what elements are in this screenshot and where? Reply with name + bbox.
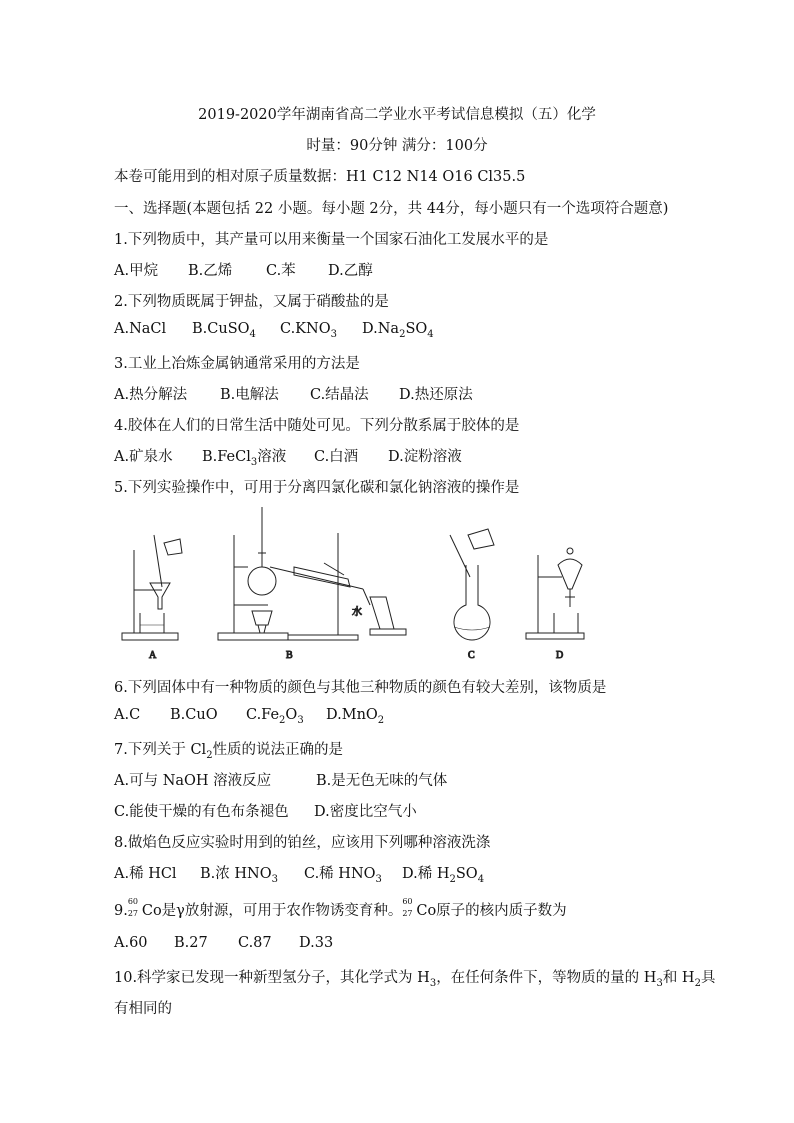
option-b: B.27 (174, 935, 208, 951)
question-4-stem: 4.胶体在人们的日常生活中随处可见。下列分散系属于胶体的是 (114, 418, 520, 434)
page-title: 2019-2020学年湖南省高二学业水平考试信息模拟（五）化学 (198, 107, 596, 123)
option-a: A.稀 HCl (114, 866, 177, 882)
option-d: D.33 (299, 935, 334, 951)
option-c: C.能使干燥的有色布条褪色 (114, 804, 289, 820)
section-heading: 一、选择题(本题包括 22 小题。每小题 2分，共 44分，每小题只有一个选项符合题意) (114, 201, 669, 217)
option-a: A.C (114, 707, 141, 723)
question-2-stem: 2.下列物质既属于钾盐，又属于硝酸盐的是 (114, 294, 389, 310)
question-9-stem: 9. 60 27 Co是γ放射源，可用于农作物诱变育种。 60 27 Co原子的核内质子数为 (114, 897, 567, 919)
question-6-stem: 6.下列固体中有一种物质的颜色与其他三种物质的颜色有较大差别，该物质是 (114, 680, 607, 696)
question-4-options (114, 445, 462, 468)
option-d: D.淀粉溶液 (388, 449, 462, 465)
option-b: B.FeCl$_3$溶液 (202, 449, 287, 468)
atomic-mass-note: 本卷可能用到的相对原子质量数据：H1 C12 N14 O16 Cl35.5 (114, 169, 526, 185)
question-6-options (114, 707, 384, 726)
option-c: $C.KNO_3$ (280, 321, 337, 340)
question-7-options-row2 (114, 800, 417, 821)
option-d: D.稀 $H_2SO_4$ (402, 866, 485, 885)
option-b: B.CuSO$_4$ (192, 321, 256, 340)
label-d: D (556, 650, 564, 661)
option-c: C.苯 (266, 263, 296, 279)
option-b: B.电解法 (220, 387, 279, 403)
option-d: $D.Na_2SO_4$ (362, 321, 434, 340)
option-d: D.密度比空气小 (314, 804, 417, 820)
apparatus-b-distillation (218, 507, 406, 661)
option-b: B.乙烯 (188, 263, 233, 279)
apparatus-figure (118, 505, 588, 665)
isotope-notation: 60 27 (127, 897, 139, 918)
option-b: B.浓 $HNO_3$ (200, 866, 278, 885)
option-d: D.乙醇 (328, 263, 373, 279)
question-7-stem: 7.下列关于 $Cl_2$性质的说法正确的是 (114, 742, 344, 761)
label-water: 水 (352, 607, 362, 618)
option-c: C.结晶法 (310, 387, 369, 403)
option-a: A.甲烷 (114, 263, 159, 279)
question-10-stem-line2: 有相同的 (114, 1001, 172, 1017)
apparatus-d-separatory-funnel (526, 548, 584, 661)
option-a: A.NaCl (114, 321, 167, 337)
option-a: A.热分解法 (114, 387, 188, 403)
question-1-options (114, 259, 373, 280)
question-3-options (114, 383, 473, 404)
exam-meta: 时量：90分钟 满分：100分 (306, 138, 488, 154)
isotope-notation: 60 27 (402, 897, 413, 918)
question-3-stem: 3.工业上冶炼金属钠通常采用的方法是 (114, 356, 360, 372)
option-b: B.是无色无味的气体 (316, 773, 448, 789)
option-a: A.可与 NaOH 溶液反应 (114, 773, 272, 789)
option-b: B.CuO (170, 707, 218, 723)
question-9-options (114, 935, 333, 951)
question-10-stem-line1: 10.科学家已发现一种新型氢分子，其化学式为 $H_3$，在任何条件下，等物质的量的 $H_3$和 $H_2$具 (114, 970, 716, 989)
option-a: A.60 (114, 935, 148, 951)
label-c: C (468, 650, 475, 661)
option-c: $C.Fe_2O_3$ (246, 707, 304, 726)
label-b: B (286, 650, 293, 661)
question-8-options (114, 862, 484, 885)
question-2-options (114, 321, 434, 340)
apparatus-c-flask (450, 529, 494, 661)
option-c: C.稀 $HNO_3$ (304, 866, 382, 885)
option-c: C.白酒 (314, 449, 359, 465)
option-d: D.MnO$_2$ (326, 707, 385, 726)
question-8-stem: 8.做焰色反应实验时用到的铂丝，应该用下列哪种溶液洗涤 (114, 835, 491, 851)
label-a: A (149, 650, 157, 661)
option-a: A.矿泉水 (114, 449, 173, 465)
question-1-stem: 1.下列物质中，其产量可以用来衡量一个国家石油化工发展水平的是 (114, 232, 549, 248)
option-d: D.热还原法 (399, 387, 473, 403)
question-5-stem: 5.下列实验操作中，可用于分离四氯化碳和氯化钠溶液的操作是 (114, 480, 520, 496)
apparatus-a-filtration (122, 535, 182, 661)
option-c: C.87 (238, 935, 272, 951)
question-7-options-row1 (114, 769, 447, 790)
